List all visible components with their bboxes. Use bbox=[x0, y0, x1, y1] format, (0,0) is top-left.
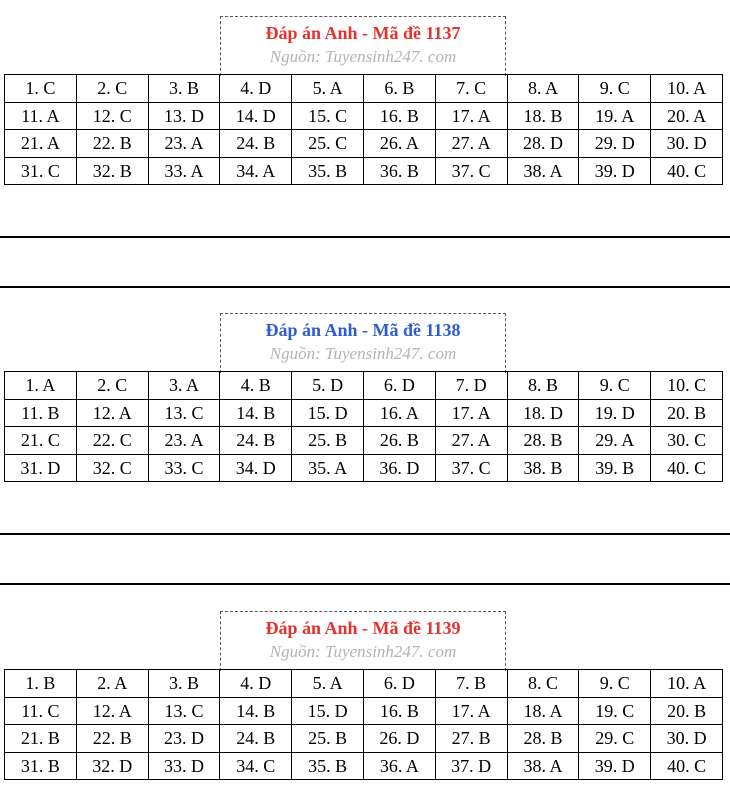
answer-cell: 11. B bbox=[5, 399, 77, 427]
answer-cell: 25. B bbox=[292, 725, 364, 753]
answer-cell: 11. C bbox=[5, 697, 77, 725]
answer-cell: 28. B bbox=[507, 725, 579, 753]
answer-cell: 1. A bbox=[5, 372, 77, 400]
answer-cell: 20. B bbox=[651, 697, 723, 725]
answer-cell: 9. C bbox=[579, 75, 651, 103]
answer-cell: 15. D bbox=[292, 697, 364, 725]
answer-cell: 26. B bbox=[363, 427, 435, 455]
answer-cell: 36. A bbox=[363, 752, 435, 780]
source-credit: Nguồn: Tuyensinh247. com bbox=[269, 47, 457, 66]
answer-cell: 24. B bbox=[220, 130, 292, 158]
answer-cell: 3. A bbox=[148, 372, 220, 400]
answer-cell: 16. B bbox=[363, 102, 435, 130]
answer-cell: 10. A bbox=[651, 75, 723, 103]
answer-cell: 40. C bbox=[651, 752, 723, 780]
answer-cell: 16. A bbox=[363, 399, 435, 427]
answer-cell: 27. A bbox=[435, 130, 507, 158]
answer-cell: 24. B bbox=[220, 725, 292, 753]
answer-cell: 4. D bbox=[220, 75, 292, 103]
answer-cell: 1. B bbox=[5, 670, 77, 698]
answer-cell: 18. B bbox=[507, 102, 579, 130]
source-credit: Nguồn: Tuyensinh247. com bbox=[269, 642, 457, 661]
answer-cell: 28. B bbox=[507, 427, 579, 455]
answer-table bbox=[4, 74, 723, 185]
answer-cell: 32. C bbox=[76, 454, 148, 482]
answer-cell: 21. B bbox=[5, 725, 77, 753]
answer-row bbox=[5, 399, 723, 427]
answer-cell: 8. B bbox=[507, 372, 579, 400]
answer-cell: 5. D bbox=[292, 372, 364, 400]
answer-cell: 9. C bbox=[579, 670, 651, 698]
answer-cell: 13. D bbox=[148, 102, 220, 130]
answer-cell: 37. C bbox=[435, 454, 507, 482]
answer-table bbox=[4, 371, 723, 482]
answer-row bbox=[5, 670, 723, 698]
answer-cell: 14. D bbox=[220, 102, 292, 130]
answer-row bbox=[5, 157, 723, 185]
answer-cell: 39. D bbox=[579, 752, 651, 780]
answer-cell: 25. B bbox=[292, 427, 364, 455]
answer-cell: 6. D bbox=[363, 670, 435, 698]
answer-cell: 12. A bbox=[76, 399, 148, 427]
answer-cell: 33. A bbox=[148, 157, 220, 185]
answer-cell: 1. C bbox=[5, 75, 77, 103]
answer-cell: 19. A bbox=[579, 102, 651, 130]
answer-cell: 23. A bbox=[148, 130, 220, 158]
answer-cell: 38. B bbox=[507, 454, 579, 482]
answer-cell: 22. C bbox=[76, 427, 148, 455]
answer-cell: 37. C bbox=[435, 157, 507, 185]
answer-cell: 33. C bbox=[148, 454, 220, 482]
answer-cell: 37. D bbox=[435, 752, 507, 780]
answer-cell: 29. C bbox=[579, 725, 651, 753]
answer-cell: 12. A bbox=[76, 697, 148, 725]
answer-cell: 17. A bbox=[435, 102, 507, 130]
answer-row bbox=[5, 75, 723, 103]
answer-cell: 7. B bbox=[435, 670, 507, 698]
answer-table bbox=[4, 669, 723, 780]
answer-cell: 38. A bbox=[507, 157, 579, 185]
answer-row bbox=[5, 102, 723, 130]
answer-cell: 30. C bbox=[651, 427, 723, 455]
answer-row bbox=[5, 697, 723, 725]
answer-row bbox=[5, 725, 723, 753]
answer-row bbox=[5, 130, 723, 158]
answer-cell: 24. B bbox=[220, 427, 292, 455]
answer-cell: 40. C bbox=[651, 454, 723, 482]
answer-cell: 26. A bbox=[363, 130, 435, 158]
answer-row bbox=[5, 752, 723, 780]
divider-line bbox=[0, 533, 730, 535]
answer-cell: 40. C bbox=[651, 157, 723, 185]
answer-cell: 16. B bbox=[363, 697, 435, 725]
answer-cell: 13. C bbox=[148, 697, 220, 725]
answer-cell: 15. C bbox=[292, 102, 364, 130]
answer-cell: 13. C bbox=[148, 399, 220, 427]
answer-cell: 30. D bbox=[651, 725, 723, 753]
answer-cell: 3. B bbox=[148, 670, 220, 698]
answer-cell: 36. D bbox=[363, 454, 435, 482]
answer-cell: 23. A bbox=[148, 427, 220, 455]
answer-cell: 20. A bbox=[651, 102, 723, 130]
answer-cell: 30. D bbox=[651, 130, 723, 158]
block-title: Đáp án Anh - Mã đề 1138 bbox=[265, 320, 461, 340]
answer-cell: 21. A bbox=[5, 130, 77, 158]
answer-cell: 6. B bbox=[363, 75, 435, 103]
answer-cell: 38. A bbox=[507, 752, 579, 780]
answer-cell: 29. A bbox=[579, 427, 651, 455]
answer-cell: 14. B bbox=[220, 399, 292, 427]
answer-cell: 9. C bbox=[579, 372, 651, 400]
answer-cell: 22. B bbox=[76, 130, 148, 158]
answer-cell: 34. C bbox=[220, 752, 292, 780]
answer-cell: 5. A bbox=[292, 670, 364, 698]
answer-cell: 14. B bbox=[220, 697, 292, 725]
answer-cell: 15. D bbox=[292, 399, 364, 427]
answer-cell: 33. D bbox=[148, 752, 220, 780]
answer-cell: 3. B bbox=[148, 75, 220, 103]
answer-cell: 21. C bbox=[5, 427, 77, 455]
answer-cell: 4. B bbox=[220, 372, 292, 400]
answer-cell: 29. D bbox=[579, 130, 651, 158]
answer-cell: 4. D bbox=[220, 670, 292, 698]
answer-cell: 7. C bbox=[435, 75, 507, 103]
answer-cell: 22. B bbox=[76, 725, 148, 753]
divider-line bbox=[0, 583, 730, 585]
answer-cell: 11. A bbox=[5, 102, 77, 130]
answer-cell: 10. A bbox=[651, 670, 723, 698]
answer-cell: 17. A bbox=[435, 697, 507, 725]
answer-cell: 27. A bbox=[435, 427, 507, 455]
answer-cell: 5. A bbox=[292, 75, 364, 103]
answer-cell: 10. C bbox=[651, 372, 723, 400]
block-header bbox=[220, 16, 506, 76]
answer-cell: 27. B bbox=[435, 725, 507, 753]
block-header bbox=[220, 313, 506, 373]
answer-cell: 34. D bbox=[220, 454, 292, 482]
answer-cell: 34. A bbox=[220, 157, 292, 185]
answer-cell: 35. B bbox=[292, 752, 364, 780]
answer-cell: 6. D bbox=[363, 372, 435, 400]
answer-cell: 18. D bbox=[507, 399, 579, 427]
answer-cell: 2. A bbox=[76, 670, 148, 698]
answer-cell: 17. A bbox=[435, 399, 507, 427]
answer-row bbox=[5, 372, 723, 400]
source-credit: Nguồn: Tuyensinh247. com bbox=[269, 344, 457, 363]
answer-cell: 36. B bbox=[363, 157, 435, 185]
block-header bbox=[220, 611, 506, 671]
answer-cell: 8. A bbox=[507, 75, 579, 103]
answer-row bbox=[5, 454, 723, 482]
answer-cell: 32. B bbox=[76, 157, 148, 185]
answer-cell: 12. C bbox=[76, 102, 148, 130]
answer-cell: 35. A bbox=[292, 454, 364, 482]
answer-cell: 19. C bbox=[579, 697, 651, 725]
divider-line bbox=[0, 286, 730, 288]
answer-cell: 32. D bbox=[76, 752, 148, 780]
answer-cell: 23. D bbox=[148, 725, 220, 753]
answer-cell: 31. D bbox=[5, 454, 77, 482]
block-title: Đáp án Anh - Mã đề 1139 bbox=[265, 618, 461, 638]
answer-cell: 39. B bbox=[579, 454, 651, 482]
answer-cell: 20. B bbox=[651, 399, 723, 427]
answer-cell: 7. D bbox=[435, 372, 507, 400]
answer-cell: 28. D bbox=[507, 130, 579, 158]
answer-cell: 2. C bbox=[76, 372, 148, 400]
answer-cell: 25. C bbox=[292, 130, 364, 158]
answer-cell: 31. B bbox=[5, 752, 77, 780]
answer-cell: 18. A bbox=[507, 697, 579, 725]
answer-cell: 19. D bbox=[579, 399, 651, 427]
answer-cell: 31. C bbox=[5, 157, 77, 185]
divider-line bbox=[0, 236, 730, 238]
answer-cell: 39. D bbox=[579, 157, 651, 185]
answer-cell: 2. C bbox=[76, 75, 148, 103]
answer-cell: 8. C bbox=[507, 670, 579, 698]
block-title: Đáp án Anh - Mã đề 1137 bbox=[265, 23, 461, 43]
answer-cell: 35. B bbox=[292, 157, 364, 185]
answer-row bbox=[5, 427, 723, 455]
answer-cell: 26. D bbox=[363, 725, 435, 753]
